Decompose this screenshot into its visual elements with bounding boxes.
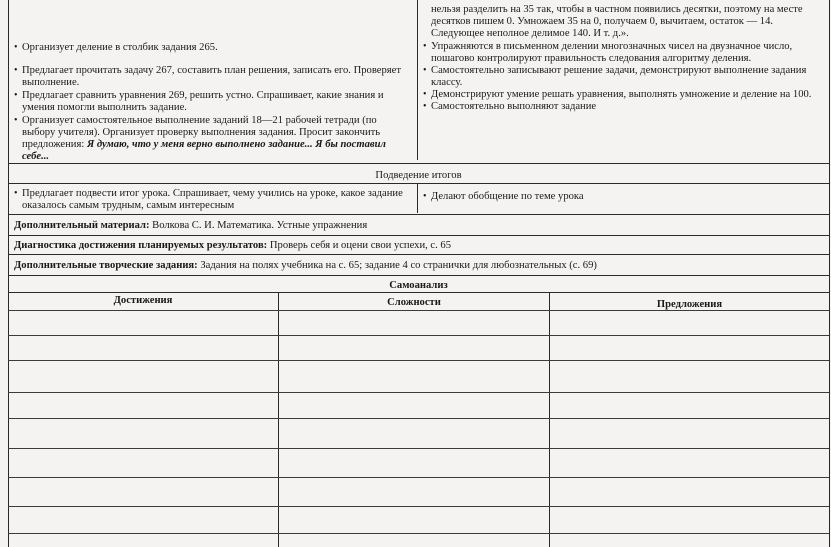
teacher-item-2: • Предлагает прочитать задачу 267, составить план решения, записать его. Проверяет выполнение. bbox=[14, 65, 412, 89]
summary-column-divider bbox=[417, 184, 418, 213]
summary-title: Подведение итогов bbox=[375, 170, 462, 181]
student-item-1: • Упражняются в письменном делении многозначных чисел на двузначное число, пошагово контролируют правильность следования алгоритму деления. bbox=[423, 41, 823, 65]
teacher-activity-cell bbox=[14, 42, 412, 163]
selfanalysis-top-line bbox=[8, 275, 829, 276]
teacher-item-3: • Предлагает сравнить уравнения 269, решить устно. Спрашивает, какие знания и умения помогли выполнить задание. bbox=[14, 90, 412, 114]
creative-tasks-label: Дополнительные творческие задания: bbox=[14, 260, 198, 271]
table-row bbox=[8, 506, 829, 507]
selfanalysis-title-line bbox=[8, 292, 829, 293]
table-row bbox=[8, 335, 829, 336]
table-row bbox=[8, 448, 829, 449]
summary-student-item: • Делают обобщение по теме урока bbox=[423, 191, 823, 203]
student-item-4: • Самостоятельно выполняют задание bbox=[423, 101, 823, 113]
additional-material-text: Волкова С. И. Математика. Устные упражнения bbox=[152, 220, 368, 231]
selfanalysis-divider-1 bbox=[278, 292, 279, 547]
teacher-activity-list bbox=[14, 42, 412, 163]
table-row bbox=[8, 533, 829, 534]
student-activity-cell bbox=[423, 4, 823, 113]
column-header-difficulties: Сложности bbox=[387, 297, 441, 308]
creative-top-line bbox=[8, 254, 829, 255]
diagnostics-label: Диагностика достижения планируемых результатов: bbox=[14, 240, 268, 251]
sentence-starters: Я думаю, что у меня верно выполнено задание... Я бы поставил себе... bbox=[22, 139, 386, 162]
creative-tasks-text: Задания на полях учебника на с. 65; задание 4 со странички для любознательных (с. 69) bbox=[200, 260, 597, 271]
summary-title-line bbox=[8, 183, 829, 184]
teacher-item-1: • Организует деление в столбик задания 265. bbox=[14, 42, 412, 54]
creative-tasks-row bbox=[14, 260, 824, 272]
top-column-divider bbox=[417, 0, 418, 160]
table-left-border bbox=[8, 0, 9, 547]
summary-top-line bbox=[8, 163, 829, 164]
diagnostics-text: Проверь себя и оцени свои успехи, с. 65 bbox=[269, 240, 452, 251]
table-row bbox=[8, 418, 829, 419]
material-top-line bbox=[8, 214, 829, 215]
student-item-3: • Демонстрируют умение решать уравнения, выполнять умножение и деление на 100. bbox=[423, 89, 823, 101]
table-right-border bbox=[829, 0, 830, 547]
selfanalysis-divider-2 bbox=[549, 293, 550, 547]
column-header-achievements: Достижения bbox=[113, 295, 173, 306]
diagnostics-row bbox=[14, 240, 824, 252]
table-row bbox=[8, 360, 829, 361]
summary-teacher-item: • Предлагает подвести итог урока. Спрашивает, чему учились на уроке, какое задание оказалось самым трудным, самым интересным bbox=[14, 188, 412, 212]
student-activity-list bbox=[423, 41, 823, 113]
summary-student-cell bbox=[423, 191, 823, 203]
table-row bbox=[8, 310, 829, 311]
table-row bbox=[8, 477, 829, 478]
column-header-suggestions: Предложения bbox=[656, 299, 723, 310]
student-item-2: • Самостоятельно записывают решение задачи, демонстрируют выполнение задания классу. bbox=[423, 65, 823, 89]
additional-material-label: Дополнительный материал: bbox=[14, 220, 150, 231]
teacher-item-4: • Организует самостоятельное выполнение заданий 18—21 рабочей тетради (по выбору учителя). Организует проверку выполнения задания. Просит закончить предложения: Я думаю, что у меня верно выполнено задание... Я бы поставил себе... bbox=[14, 115, 412, 163]
diag-top-line bbox=[8, 235, 829, 236]
summary-teacher-cell bbox=[14, 188, 412, 212]
table-row bbox=[8, 392, 829, 393]
student-intro-text: нельзя разделить на 35 так, чтобы в частном появились десятки, поэтому на месте десятков пишем 0. Умножаем 35 на 0, получаем 0, вычитаем, остаток — 14. Следующее неполное делимое 140. И т. д.». bbox=[431, 4, 803, 39]
additional-material-row bbox=[14, 220, 824, 232]
selfanalysis-title: Самоанализ bbox=[389, 280, 448, 291]
